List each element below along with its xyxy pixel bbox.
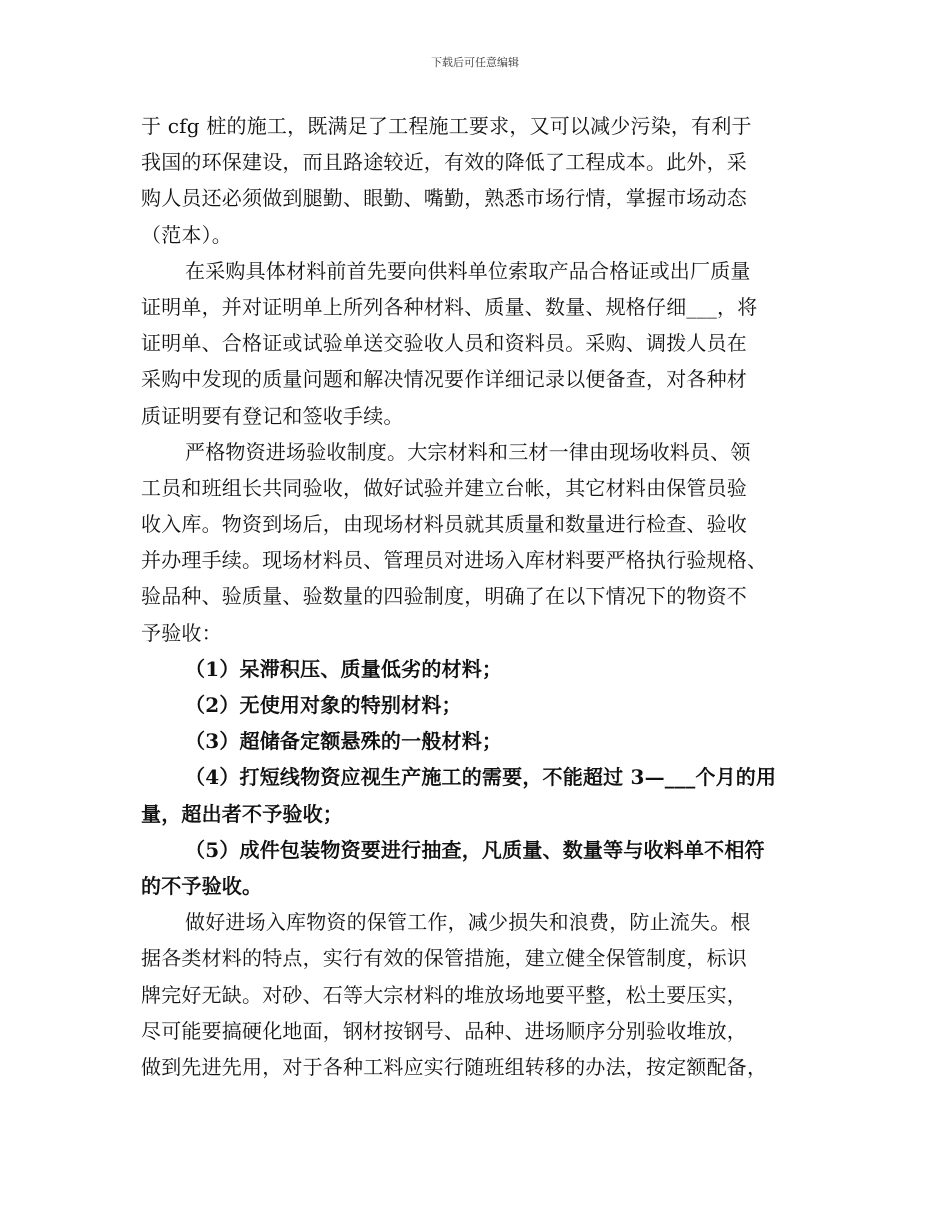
text-line: 并办理手续。现场材料员、管理员对进场入库材料要严格执行验规格、	[141, 548, 768, 573]
text-line: 于 cfg 桩的施工，既满足了工程施工要求，又可以减少污染，有利于	[141, 114, 752, 138]
text-line: （2）无使用对象的特别材料；	[185, 693, 462, 717]
text-line: 据各类材料的特点，实行有效的保管措施，建立健全保管制度，标识	[141, 946, 747, 971]
text-line: （5）成件包装物资要进行抽查，凡质量、数量等与收料单不相符	[185, 837, 765, 862]
page-header: 下载后可任意编辑	[431, 56, 519, 69]
text-line: 严格物资进场验收制度。大宗材料和三材一律由现场收料员、领	[185, 439, 751, 464]
text-line: 证明单，并对证明单上所列各种材料、质量、数量、规格仔细___，将	[141, 294, 758, 319]
text-line: 牌完好无缺。对砂、石等大宗材料的堆放场地要平整，松土要压实，	[141, 982, 747, 1007]
text-line: 尽可能要搞硬化地面，钢材按钢号、品种、进场顺序分别验收堆放，	[141, 1018, 747, 1043]
text-line: 证明单、合格证或试验单送交验收人员和资料员。采购、调拨人员在	[141, 331, 747, 356]
text-line: 购人员还必须做到腿勤、眼勤、嘴勤，熟悉市场行情，掌握市场动态	[141, 186, 747, 211]
text-line: 量，超出者不予验收；	[141, 801, 343, 826]
document-body	[141, 108, 811, 1085]
text-line: 在采购具体材料前首先要向供料单位索取产品合格证或出厂质量	[185, 258, 751, 283]
text-line: 收入库。物资到场后，由现场材料员就其质量和数量进行检查、验收	[141, 512, 747, 537]
text-line: （4）打短线物资应视生产施工的需要，不能超过 3—___个月的用	[185, 765, 777, 790]
text-line: 工员和班组长共同验收，做好试验并建立台帐，其它材料由保管员验	[141, 475, 747, 500]
text-line: 予验收：	[141, 620, 222, 645]
text-line: 质证明要有登记和签收手续。	[141, 403, 404, 428]
text-line: （范本）。	[141, 222, 232, 247]
text-line: 做好进场入库物资的保管工作，减少损失和浪费，防止流失。根	[185, 910, 751, 935]
text-line: 我国的环保建设，而且路途较近，有效的降低了工程成本。此外，采	[141, 150, 747, 175]
text-line: （3）超储备定额悬殊的一般材料；	[185, 729, 503, 754]
text-line: 验品种、验质量、验数量的四验制度，明确了在以下情况下的物资不	[141, 584, 747, 609]
text-line: 做到先进先用，对于各种工料应实行随班组转移的办法，按定额配备，	[141, 1054, 768, 1079]
text-line: 的不予验收。	[141, 873, 263, 898]
text-line: （1）呆滞积压、质量低劣的材料；	[185, 656, 503, 681]
text-line: 采购中发现的质量问题和解决情况要作详细记录以便备查，对各种材	[141, 367, 747, 392]
